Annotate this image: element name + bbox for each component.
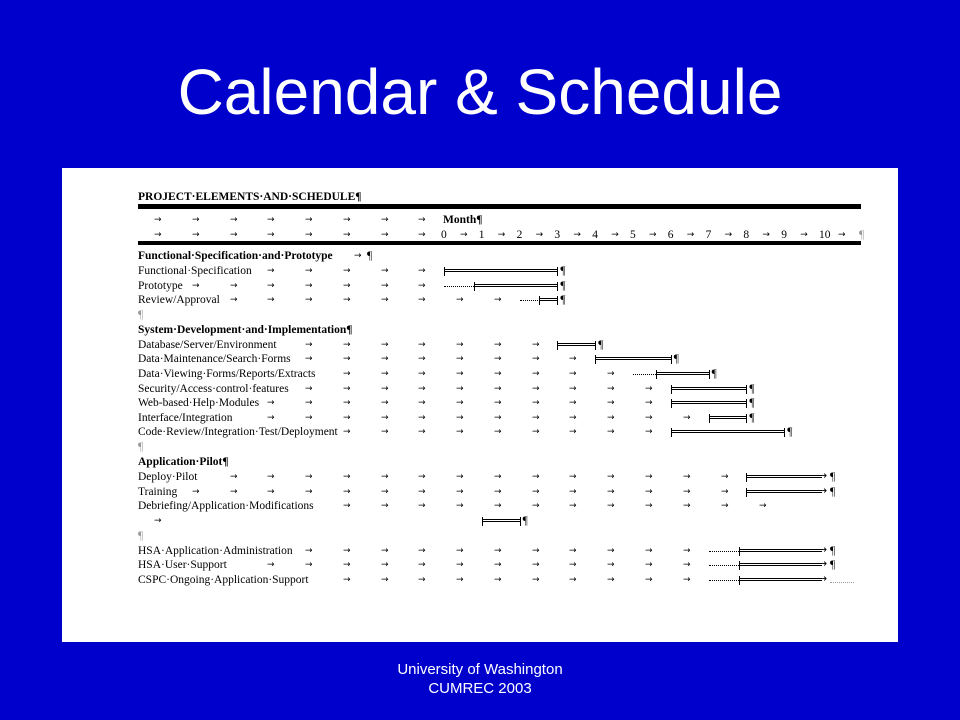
schedule-bar [444,269,557,272]
month-number: 6 [667,229,674,241]
tab-arrow: → [645,486,653,497]
month-number: 4 [592,229,598,241]
tab-arrow: → [569,501,577,512]
month-number: 1 [478,229,485,241]
pilcrow: ¶ [859,229,865,241]
schedule-bar [739,578,822,581]
tab-arrow: → [418,266,426,276]
task-label: Data·Maintenance/Search·Forms [138,353,291,366]
tab-arrow: → [192,215,200,225]
tab-arrow: → [418,472,426,482]
tab-arrow: → [456,339,464,350]
section-heading: System·Development·and·Implementation¶ [138,323,353,336]
schedule-bar [746,490,822,493]
tab-arrow: → [267,412,275,423]
tab-arrow: → [494,369,502,379]
tab-arrow: → [343,398,351,409]
pilcrow: ¶ [749,411,755,424]
tab-arrow: → [267,398,275,409]
task-label: Prototype [138,279,183,292]
tab-arrow: → [611,230,619,240]
tab-arrow: → [154,230,162,240]
tab-arrow: → [494,339,502,350]
tab-arrow: → [532,354,540,365]
footer-institution: University of Washington [397,661,563,678]
tab-arrow: → [230,215,238,225]
tab-arrow: → [267,560,275,571]
tab-arrow: → [456,295,464,306]
task-label: HSA·User·Support [138,559,227,572]
bar-end-tick [746,414,747,423]
tab-arrow: → [418,545,426,556]
schedule-bar [671,401,747,404]
pilcrow: ¶ [830,559,836,572]
bar-end-tick [557,282,558,291]
tab-arrow: → [607,575,615,585]
tab-arrow: → [267,295,275,306]
empty-paragraph-mark: ¶ [138,529,144,542]
tab-arrow: → [569,472,577,482]
tab-arrow: → [381,369,389,379]
tab-arrow: → [381,412,389,423]
tab-arrow: → [192,230,200,240]
tab-arrow: → [305,383,313,394]
tab-arrow: → [418,354,426,365]
tab-arrow: → [460,230,468,240]
tab-arrow: → [267,230,275,240]
month-number: 2 [516,229,523,241]
tab-arrow: → [381,354,389,365]
tab-arrow: → [305,560,313,571]
tab-arrow: → [343,486,351,497]
tab-arrow: → [494,560,502,571]
month-number: 3 [554,229,561,241]
tab-arrow: → [569,383,577,394]
tab-arrow: → [645,575,653,585]
tab-arrow: → [569,486,577,497]
tab-arrow: → [532,472,540,482]
tab-arrow: → [645,383,653,394]
tab-arrow: → [532,575,540,585]
tab-arrow: → [456,354,464,365]
tab-arrow: → [305,266,313,276]
tab-arrow: → [343,412,351,423]
tab-arrow: → [724,230,733,240]
month-number: 7 [705,229,712,241]
bar-arrowhead-icon: → [818,557,828,571]
task-label: Security/Access·control·features [138,382,289,395]
tab-arrow: → [645,501,653,512]
tab-arrow: → [607,369,615,379]
tab-arrow: → [569,575,577,585]
tab-arrow: → [683,545,691,556]
tab-arrow: → [381,266,389,276]
section-heading: Functional·Specification·and·Prototype [138,250,333,262]
bar-arrowhead-icon: → [818,483,828,497]
tab-arrow: → [456,575,464,585]
schedule-bar [671,430,784,433]
bar-end-tick [557,267,558,276]
tab-arrow: → [305,215,313,225]
tab-arrow: → [230,280,238,291]
tab-arrow: → [494,398,502,409]
slide-footer [0,660,960,698]
tab-arrow: → [354,251,362,261]
tab-arrow: → [456,398,464,409]
tab-arrow: → [494,486,502,497]
lead-dotted-line [444,286,474,287]
tab-arrow: → [305,486,313,497]
pilcrow: ¶ [711,368,717,380]
tab-arrow: → [381,339,389,350]
tab-arrow: → [381,501,389,512]
month-number: 5 [630,229,636,241]
tab-arrow: → [192,280,200,291]
tab-arrow: → [343,545,351,556]
empty-paragraph-mark: ¶ [138,441,144,453]
lead-dotted-line [520,300,539,301]
tab-arrow: → [532,398,540,409]
tab-arrow: → [381,545,389,556]
tab-arrow: → [721,501,729,512]
task-label: Review/Approval [138,294,220,307]
tab-arrow: → [305,295,313,306]
tab-arrow: → [418,369,426,379]
tab-arrow: → [607,412,615,423]
tab-arrow: → [721,472,729,482]
tab-arrow: → [607,383,615,394]
tab-arrow: → [343,354,351,365]
tab-arrow: → [532,486,540,497]
tab-arrow: → [267,280,275,291]
tab-arrow: → [267,472,275,482]
pilcrow: ¶ [560,279,566,292]
task-label: HSA·Application·Administration [138,544,293,557]
tab-arrow: → [418,412,426,423]
tab-arrow: → [305,230,313,240]
tab-arrow: → [305,280,313,291]
tab-arrow: → [645,472,653,482]
lead-dotted-line [709,565,739,566]
tab-arrow: → [381,398,389,409]
tab-arrow: → [721,486,729,497]
tab-arrow: → [456,545,464,556]
tab-arrow: → [683,472,691,482]
lead-dotted-line [709,580,739,581]
schedule-bar [739,563,822,566]
task-label: Database/Server/Environment [138,338,277,351]
tab-arrow: → [343,230,351,240]
schedule-bar [474,284,557,287]
tab-arrow: → [418,427,426,438]
tab-arrow: → [532,427,540,438]
month-number: 10 [819,229,831,241]
task-label: Deploy·Pilot [138,471,198,483]
bar-end-tick [746,399,747,408]
schedule-bar [482,519,520,522]
tab-arrow: → [343,280,351,291]
tab-arrow: → [343,369,351,379]
pilcrow: ¶ [830,485,836,498]
pilcrow: ¶ [560,294,566,307]
schedule-bar [746,475,822,478]
tab-arrow: → [230,230,238,240]
pilcrow: ¶ [830,471,836,483]
tab-arrow: → [532,501,540,512]
tab-arrow: → [683,501,691,512]
tab-arrow: → [418,383,426,394]
tab-arrow: → [532,339,540,350]
task-label: CSPC·Ongoing·Application·Support [138,574,309,586]
document-heading: PROJECT·ELEMENTS·AND·SCHEDULE¶ [138,191,362,203]
tab-arrow: → [343,339,351,350]
tab-arrow: → [154,215,162,225]
heading-rule [138,204,861,209]
task-label: Code·Review/Integration·Test/Deployment [138,426,338,439]
tab-arrow: → [569,545,577,556]
tab-arrow: → [569,354,577,365]
month-number: 8 [743,229,750,241]
tab-arrow: → [343,295,351,306]
tab-arrow: → [532,545,540,556]
bar-end-tick [520,517,521,526]
tab-arrow: → [494,427,502,438]
tab-arrow: → [230,295,238,306]
tab-arrow: → [381,295,389,306]
tab-arrow: → [343,427,351,438]
tab-arrow: → [683,575,691,585]
task-label: Web-based·Help·Modules [138,397,260,410]
tab-arrow: → [494,501,502,512]
tab-arrow: → [569,427,577,438]
tab-arrow: → [607,545,615,556]
tab-arrow: → [456,383,464,394]
tab-arrow: → [418,560,426,571]
slide-title: Calendar & Schedule [177,56,783,128]
tab-arrow: → [645,545,653,556]
schedule-bar [671,387,747,390]
tab-arrow: → [381,427,389,438]
tab-arrow: → [305,339,313,350]
tab-arrow: → [230,486,238,497]
tab-arrow: → [343,501,351,512]
tab-arrow: → [305,545,313,556]
tab-arrow: → [381,472,389,482]
bar-end-tick [671,355,672,364]
tab-arrow: → [683,486,691,497]
pilcrow: ¶ [673,353,680,366]
trailing-gray-line [830,582,854,583]
tab-arrow: → [645,398,653,409]
tab-arrow: → [759,501,767,512]
schedule-bar [557,343,595,346]
tab-arrow: → [305,412,313,423]
pilcrow: ¶ [830,544,836,557]
pilcrow: ¶ [522,515,528,528]
tab-arrow: → [381,383,389,394]
tab-arrow: → [494,575,502,585]
tab-arrow: → [343,472,351,482]
tab-arrow: → [532,560,540,571]
tab-arrow: → [418,230,426,240]
tab-arrow: → [494,354,502,365]
tab-arrow: → [686,230,695,240]
tab-arrow: → [569,412,577,423]
tab-arrow: → [607,472,615,482]
lead-dotted-line [709,551,739,552]
schedule-document [62,168,898,642]
tab-arrow: → [418,295,426,306]
month-label: Month¶ [443,214,483,226]
tab-arrow: → [762,230,770,240]
tab-arrow: → [838,230,846,240]
tab-arrow: → [573,230,581,240]
pilcrow: ¶ [598,338,604,351]
tab-arrow: → [456,560,464,571]
tab-arrow: → [267,486,275,497]
bar-end-tick [595,341,596,350]
tab-arrow: → [456,472,464,482]
tab-arrow: → [154,516,162,527]
tab-arrow: → [343,575,351,585]
tab-arrow: → [343,383,351,394]
tab-arrow: → [456,369,464,379]
tab-arrow: → [683,412,691,423]
tab-arrow: → [418,339,426,350]
tab-arrow: → [532,369,540,379]
tab-arrow: → [381,575,389,585]
tab-arrow: → [645,427,653,438]
empty-paragraph-mark: ¶ [138,308,144,321]
tab-arrow: → [305,472,313,482]
tab-arrow: → [535,230,544,240]
tab-arrow: → [381,215,389,225]
pilcrow: ¶ [749,382,755,395]
tab-arrow: → [569,560,577,571]
pilcrow: ¶ [560,265,566,277]
bar-end-tick [746,385,747,394]
tab-arrow: → [381,230,389,240]
pilcrow: ¶ [749,397,755,410]
bar-arrowhead-icon: → [818,542,828,556]
bar-end-tick [557,296,558,305]
tab-arrow: → [607,427,615,438]
schedule-bar [539,298,558,301]
task-label: Training [138,485,178,498]
bar-end-tick [784,428,785,437]
tab-arrow: → [494,545,502,556]
bar-arrowhead-icon: → [818,469,828,482]
tab-arrow: → [343,215,351,225]
section-heading: Application·Pilot¶ [138,456,229,468]
tab-arrow: → [418,486,426,497]
tab-arrow: → [645,412,653,423]
tab-arrow: → [532,383,540,394]
tab-arrow: → [418,575,426,585]
pilcrow: ¶ [367,250,373,262]
tab-arrow: → [230,472,238,482]
tab-arrow: → [494,412,502,423]
tab-arrow: → [649,230,657,240]
tab-arrow: → [494,295,502,306]
month-number: 9 [781,229,787,241]
task-label: Functional·Specification [138,265,252,277]
footer-conference: CUMREC 2003 [428,680,532,697]
tab-arrow: → [418,501,426,512]
task-label: Data·Viewing·Forms/Reports/Extracts [138,368,316,380]
tab-arrow: → [381,560,389,571]
tab-arrow: → [305,398,313,409]
tab-arrow: → [267,215,275,225]
tab-arrow: → [497,230,506,240]
bar-end-tick [709,370,710,379]
tab-arrow: → [343,266,351,276]
tab-arrow: → [305,354,313,365]
tab-arrow: → [645,560,653,571]
tab-arrow: → [418,398,426,409]
tab-arrow: → [418,215,426,225]
tab-arrow: → [683,560,691,571]
tab-arrow: → [494,383,502,394]
tab-arrow: → [456,412,464,423]
schedule-bar [656,372,709,375]
tab-arrow: → [456,486,464,497]
tab-arrow: → [456,501,464,512]
month-number: 0 [441,229,447,241]
pilcrow: ¶ [787,426,793,439]
tab-arrow: → [800,230,808,240]
tab-arrow: → [607,501,615,512]
tab-arrow: → [569,398,577,409]
schedule-bar [709,416,747,419]
tab-arrow: → [607,560,615,571]
schedule-bar [595,357,671,360]
tab-arrow: → [381,486,389,497]
tab-arrow: → [569,369,577,379]
lead-dotted-line [633,374,656,375]
tab-arrow: → [418,280,426,291]
tab-arrow: → [343,560,351,571]
tab-arrow: → [607,398,615,409]
tab-arrow: → [267,266,275,276]
schedule-bar [739,549,822,552]
tab-arrow: → [532,412,540,423]
tab-arrow: → [456,427,464,438]
tab-arrow: → [494,472,502,482]
bar-arrowhead-icon: → [818,572,828,585]
task-label: Debriefing/Application·Modifications [138,500,314,513]
task-label: Interface/Integration [138,411,233,424]
tab-arrow: → [381,280,389,291]
tab-arrow: → [607,486,615,497]
tab-arrow: → [192,486,200,497]
